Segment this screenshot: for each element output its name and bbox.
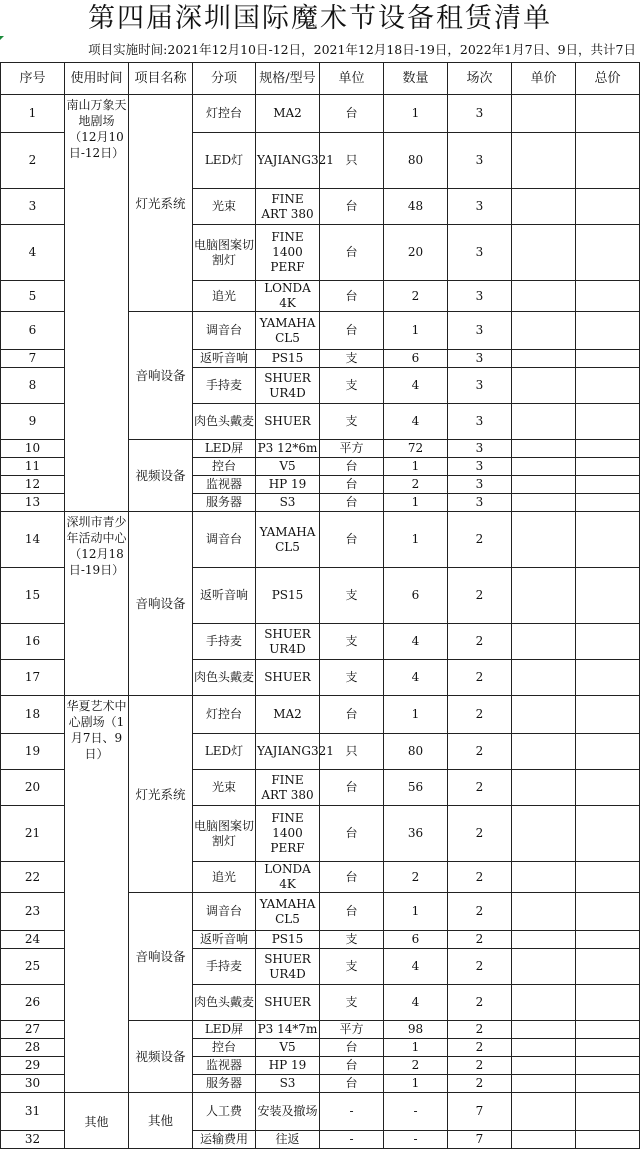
unit-price-cell (512, 696, 576, 734)
total-price-cell (576, 806, 640, 862)
spec-cell: FINE 1400 PERF (256, 225, 320, 281)
header-no: 序号 (1, 63, 65, 95)
spec-cell: S3 (256, 494, 320, 512)
unit-cell: 台 (320, 1039, 384, 1057)
qty-cell: 4 (384, 624, 448, 660)
unit-cell: 台 (320, 225, 384, 281)
total-price-cell (576, 985, 640, 1021)
row-number: 17 (1, 660, 65, 696)
spec-cell: YAJIANG321 (256, 133, 320, 189)
qty-cell: 6 (384, 568, 448, 624)
total-price-cell (576, 281, 640, 312)
item-cell: 监视器 (193, 1057, 256, 1075)
total-price-cell (576, 949, 640, 985)
row-number: 5 (1, 281, 65, 312)
item-cell: 调音台 (193, 512, 256, 568)
row-number: 26 (1, 985, 65, 1021)
spec-cell: YAJIANG321 (256, 734, 320, 770)
unit-price-cell (512, 1057, 576, 1075)
row-number: 21 (1, 806, 65, 862)
unit-cell: 台 (320, 476, 384, 494)
category-cell: 灯光系统 (129, 696, 193, 893)
unit-price-cell (512, 734, 576, 770)
row-number: 20 (1, 770, 65, 806)
qty-cell: 2 (384, 476, 448, 494)
item-cell: 调音台 (193, 893, 256, 931)
shows-cell: 3 (448, 95, 512, 133)
row-number: 27 (1, 1021, 65, 1039)
spec-cell: MA2 (256, 696, 320, 734)
unit-cell: - (320, 1093, 384, 1131)
total-price-cell (576, 624, 640, 660)
qty-cell: 4 (384, 949, 448, 985)
shows-cell: 2 (448, 893, 512, 931)
total-price-cell (576, 893, 640, 931)
unit-cell: 支 (320, 368, 384, 404)
row-number: 7 (1, 350, 65, 368)
row-number: 12 (1, 476, 65, 494)
spec-cell: FINE ART 380 (256, 189, 320, 225)
item-cell: LED灯 (193, 133, 256, 189)
unit-cell: 台 (320, 770, 384, 806)
shows-cell: 2 (448, 770, 512, 806)
item-cell: 光束 (193, 770, 256, 806)
spec-cell: SHUER UR4D (256, 368, 320, 404)
shows-cell: 2 (448, 696, 512, 734)
total-price-cell (576, 660, 640, 696)
qty-cell: 2 (384, 1057, 448, 1075)
shows-cell: 2 (448, 660, 512, 696)
shows-cell: 2 (448, 985, 512, 1021)
shows-cell: 7 (448, 1093, 512, 1131)
unit-price-cell (512, 931, 576, 949)
table-row (1, 1093, 640, 1131)
unit-price-cell (512, 476, 576, 494)
unit-cell: 台 (320, 95, 384, 133)
spec-cell: FINE 1400 PERF (256, 806, 320, 862)
total-price-cell (576, 1057, 640, 1075)
qty-cell: 80 (384, 734, 448, 770)
unit-cell: 只 (320, 734, 384, 770)
unit-price-cell (512, 660, 576, 696)
row-number: 25 (1, 949, 65, 985)
unit-cell: 支 (320, 404, 384, 440)
category-cell: 音响设备 (129, 312, 193, 440)
total-price-cell (576, 1021, 640, 1039)
qty-cell: 1 (384, 893, 448, 931)
item-cell: 控台 (193, 1039, 256, 1057)
item-cell: 灯控台 (193, 696, 256, 734)
venue-cell: 南山万象天地剧场（12月10日-12日） (65, 95, 129, 512)
item-cell: 运输费用 (193, 1131, 256, 1149)
header-total-price: 总价 (576, 63, 640, 95)
shows-cell: 3 (448, 350, 512, 368)
unit-cell: 台 (320, 494, 384, 512)
shows-cell: 2 (448, 931, 512, 949)
unit-cell: 台 (320, 806, 384, 862)
unit-price-cell (512, 568, 576, 624)
total-price-cell (576, 862, 640, 893)
unit-cell: 台 (320, 458, 384, 476)
unit-price-cell (512, 494, 576, 512)
unit-cell: 台 (320, 696, 384, 734)
total-price-cell (576, 189, 640, 225)
unit-price-cell (512, 1093, 576, 1131)
spec-cell: MA2 (256, 95, 320, 133)
unit-cell: 支 (320, 350, 384, 368)
total-price-cell (576, 494, 640, 512)
unit-price-cell (512, 985, 576, 1021)
shows-cell: 3 (448, 494, 512, 512)
item-cell: 控台 (193, 458, 256, 476)
shows-cell: 2 (448, 949, 512, 985)
qty-cell: 20 (384, 225, 448, 281)
item-cell: 灯控台 (193, 95, 256, 133)
row-number: 22 (1, 862, 65, 893)
qty-cell: 72 (384, 440, 448, 458)
item-cell: 监视器 (193, 476, 256, 494)
spec-cell: SHUER (256, 660, 320, 696)
qty-cell: 4 (384, 368, 448, 404)
unit-cell: 只 (320, 133, 384, 189)
row-number: 29 (1, 1057, 65, 1075)
shows-cell: 7 (448, 1131, 512, 1149)
qty-cell: 1 (384, 494, 448, 512)
total-price-cell (576, 350, 640, 368)
unit-cell: 支 (320, 949, 384, 985)
row-number: 2 (1, 133, 65, 189)
total-price-cell (576, 476, 640, 494)
venue-cell: 其他 (65, 1093, 129, 1149)
row-number: 31 (1, 1093, 65, 1131)
project-period: 项目实施时间:2021年12月10日-12日，2021年12月18日-19日，2022年1月7日、9日，共计7日 (88, 42, 636, 57)
row-number: 24 (1, 931, 65, 949)
category-cell: 灯光系统 (129, 95, 193, 312)
item-cell: 调音台 (193, 312, 256, 350)
qty-cell: 6 (384, 931, 448, 949)
header-unit: 单位 (320, 63, 384, 95)
row-number: 32 (1, 1131, 65, 1149)
shows-cell: 2 (448, 806, 512, 862)
total-price-cell (576, 734, 640, 770)
shows-cell: 3 (448, 458, 512, 476)
total-price-cell (576, 1075, 640, 1093)
total-price-cell (576, 368, 640, 404)
spec-cell: FINE ART 380 (256, 770, 320, 806)
spec-cell: 安装及撤场 (256, 1093, 320, 1131)
shows-cell: 3 (448, 312, 512, 350)
spec-cell: SHUER UR4D (256, 949, 320, 985)
unit-cell: 支 (320, 568, 384, 624)
unit-price-cell (512, 949, 576, 985)
spec-cell: YAMAHA CL5 (256, 512, 320, 568)
shows-cell: 2 (448, 1039, 512, 1057)
item-cell: 人工费 (193, 1093, 256, 1131)
row-number: 11 (1, 458, 65, 476)
spec-cell: LONDA 4K (256, 281, 320, 312)
qty-cell: 6 (384, 350, 448, 368)
total-price-cell (576, 512, 640, 568)
shows-cell: 2 (448, 1057, 512, 1075)
item-cell: 肉色头戴麦 (193, 660, 256, 696)
row-number: 4 (1, 225, 65, 281)
shows-cell: 3 (448, 281, 512, 312)
unit-price-cell (512, 1131, 576, 1149)
shows-cell: 3 (448, 476, 512, 494)
qty-cell: 2 (384, 862, 448, 893)
unit-cell: 台 (320, 1057, 384, 1075)
qty-cell: 1 (384, 95, 448, 133)
unit-price-cell (512, 368, 576, 404)
row-number: 8 (1, 368, 65, 404)
spec-cell: SHUER (256, 404, 320, 440)
unit-price-cell (512, 512, 576, 568)
qty-cell: 4 (384, 660, 448, 696)
qty-cell: 1 (384, 696, 448, 734)
shows-cell: 2 (448, 862, 512, 893)
row-number: 1 (1, 95, 65, 133)
unit-price-cell (512, 624, 576, 660)
qty-cell: - (384, 1093, 448, 1131)
item-cell: 手持麦 (193, 624, 256, 660)
category-cell: 音响设备 (129, 893, 193, 1021)
unit-price-cell (512, 225, 576, 281)
rental-table (0, 62, 640, 1149)
unit-cell: 支 (320, 624, 384, 660)
spec-cell: PS15 (256, 350, 320, 368)
total-price-cell (576, 458, 640, 476)
item-cell: 手持麦 (193, 949, 256, 985)
item-cell: LED灯 (193, 734, 256, 770)
total-price-cell (576, 696, 640, 734)
unit-cell: - (320, 1131, 384, 1149)
qty-cell: 1 (384, 1039, 448, 1057)
spec-cell: SHUER (256, 985, 320, 1021)
spec-cell: SHUER UR4D (256, 624, 320, 660)
unit-price-cell (512, 893, 576, 931)
row-number: 16 (1, 624, 65, 660)
unit-price-cell (512, 312, 576, 350)
unit-price-cell (512, 1075, 576, 1093)
shows-cell: 3 (448, 404, 512, 440)
header-unit-price: 单价 (512, 63, 576, 95)
spec-cell: S3 (256, 1075, 320, 1093)
item-cell: 电脑图案切割灯 (193, 806, 256, 862)
unit-price-cell (512, 806, 576, 862)
category-cell: 音响设备 (129, 512, 193, 696)
row-number: 15 (1, 568, 65, 624)
spec-cell: PS15 (256, 568, 320, 624)
qty-cell: - (384, 1131, 448, 1149)
qty-cell: 36 (384, 806, 448, 862)
header-shows: 场次 (448, 63, 512, 95)
unit-cell: 台 (320, 862, 384, 893)
table-row (1, 696, 640, 734)
unit-price-cell (512, 862, 576, 893)
total-price-cell (576, 225, 640, 281)
unit-price-cell (512, 404, 576, 440)
total-price-cell (576, 1039, 640, 1057)
qty-cell: 4 (384, 404, 448, 440)
header-row (1, 63, 640, 95)
row-number: 6 (1, 312, 65, 350)
header-qty: 数量 (384, 63, 448, 95)
unit-cell: 平方 (320, 440, 384, 458)
unit-price-cell (512, 1039, 576, 1057)
shows-cell: 2 (448, 624, 512, 660)
item-cell: 追光 (193, 281, 256, 312)
spec-cell: HP 19 (256, 1057, 320, 1075)
shows-cell: 2 (448, 734, 512, 770)
item-cell: 肉色头戴麦 (193, 404, 256, 440)
header-item: 分项 (193, 63, 256, 95)
unit-cell: 支 (320, 931, 384, 949)
spec-cell: YAMAHA CL5 (256, 312, 320, 350)
row-number: 19 (1, 734, 65, 770)
unit-price-cell (512, 350, 576, 368)
row-number: 9 (1, 404, 65, 440)
total-price-cell (576, 95, 640, 133)
spec-cell: LONDA 4K (256, 862, 320, 893)
spec-cell: PS15 (256, 931, 320, 949)
total-price-cell (576, 1093, 640, 1131)
unit-price-cell (512, 458, 576, 476)
unit-price-cell (512, 770, 576, 806)
item-cell: 光束 (193, 189, 256, 225)
unit-price-cell (512, 440, 576, 458)
qty-cell: 1 (384, 458, 448, 476)
qty-cell: 56 (384, 770, 448, 806)
item-cell: 电脑图案切割灯 (193, 225, 256, 281)
item-cell: 手持麦 (193, 368, 256, 404)
shows-cell: 3 (448, 225, 512, 281)
total-price-cell (576, 404, 640, 440)
unit-price-cell (512, 189, 576, 225)
unit-price-cell (512, 1021, 576, 1039)
qty-cell: 1 (384, 1075, 448, 1093)
shows-cell: 2 (448, 1075, 512, 1093)
row-number: 18 (1, 696, 65, 734)
row-number: 13 (1, 494, 65, 512)
unit-price-cell (512, 95, 576, 133)
page-title: 第四届深圳国际魔术节设备租赁清单 (88, 3, 552, 34)
row-number: 3 (1, 189, 65, 225)
table-row (1, 512, 640, 568)
total-price-cell (576, 931, 640, 949)
unit-price-cell (512, 133, 576, 189)
row-number: 14 (1, 512, 65, 568)
shows-cell: 2 (448, 1021, 512, 1039)
row-number: 10 (1, 440, 65, 458)
total-price-cell (576, 568, 640, 624)
unit-price-cell (512, 281, 576, 312)
total-price-cell (576, 440, 640, 458)
total-price-cell (576, 133, 640, 189)
total-price-cell (576, 1131, 640, 1149)
unit-cell: 台 (320, 512, 384, 568)
spec-cell: 往返 (256, 1131, 320, 1149)
spec-cell: P3 12*6m (256, 440, 320, 458)
item-cell: 返听音响 (193, 350, 256, 368)
item-cell: 服务器 (193, 494, 256, 512)
unit-cell: 台 (320, 281, 384, 312)
unit-cell: 台 (320, 189, 384, 225)
spec-cell: V5 (256, 1039, 320, 1057)
unit-cell: 平方 (320, 1021, 384, 1039)
spec-cell: HP 19 (256, 476, 320, 494)
venue-cell: 华夏艺术中心剧场（1月7日、9日） (65, 696, 129, 1093)
shows-cell: 3 (448, 189, 512, 225)
total-price-cell (576, 770, 640, 806)
item-cell: 返听音响 (193, 568, 256, 624)
item-cell: 肉色头戴麦 (193, 985, 256, 1021)
spec-cell: V5 (256, 458, 320, 476)
item-cell: 服务器 (193, 1075, 256, 1093)
qty-cell: 80 (384, 133, 448, 189)
item-cell: 追光 (193, 862, 256, 893)
shows-cell: 3 (448, 440, 512, 458)
table-row (1, 95, 640, 133)
qty-cell: 2 (384, 281, 448, 312)
shows-cell: 2 (448, 568, 512, 624)
row-number: 28 (1, 1039, 65, 1057)
qty-cell: 98 (384, 1021, 448, 1039)
qty-cell: 48 (384, 189, 448, 225)
item-cell: LED屏 (193, 1021, 256, 1039)
unit-cell: 支 (320, 985, 384, 1021)
qty-cell: 1 (384, 512, 448, 568)
unit-cell: 支 (320, 660, 384, 696)
item-cell: 返听音响 (193, 931, 256, 949)
spec-cell: P3 14*7m (256, 1021, 320, 1039)
total-price-cell (576, 312, 640, 350)
shows-cell: 3 (448, 133, 512, 189)
venue-cell: 深圳市青少年活动中心（12月18日-19日） (65, 512, 129, 696)
header-time: 使用时间 (65, 63, 129, 95)
qty-cell: 4 (384, 985, 448, 1021)
category-cell: 视频设备 (129, 440, 193, 512)
header-project: 项目名称 (129, 63, 193, 95)
unit-cell: 台 (320, 893, 384, 931)
category-cell: 视频设备 (129, 1021, 193, 1093)
unit-cell: 台 (320, 1075, 384, 1093)
shows-cell: 2 (448, 512, 512, 568)
qty-cell: 1 (384, 312, 448, 350)
shows-cell: 3 (448, 368, 512, 404)
unit-cell: 台 (320, 312, 384, 350)
header-spec: 规格/型号 (256, 63, 320, 95)
row-number: 30 (1, 1075, 65, 1093)
spec-cell: YAMAHA CL5 (256, 893, 320, 931)
item-cell: LED屏 (193, 440, 256, 458)
row-number: 23 (1, 893, 65, 931)
category-cell: 其他 (129, 1093, 193, 1149)
